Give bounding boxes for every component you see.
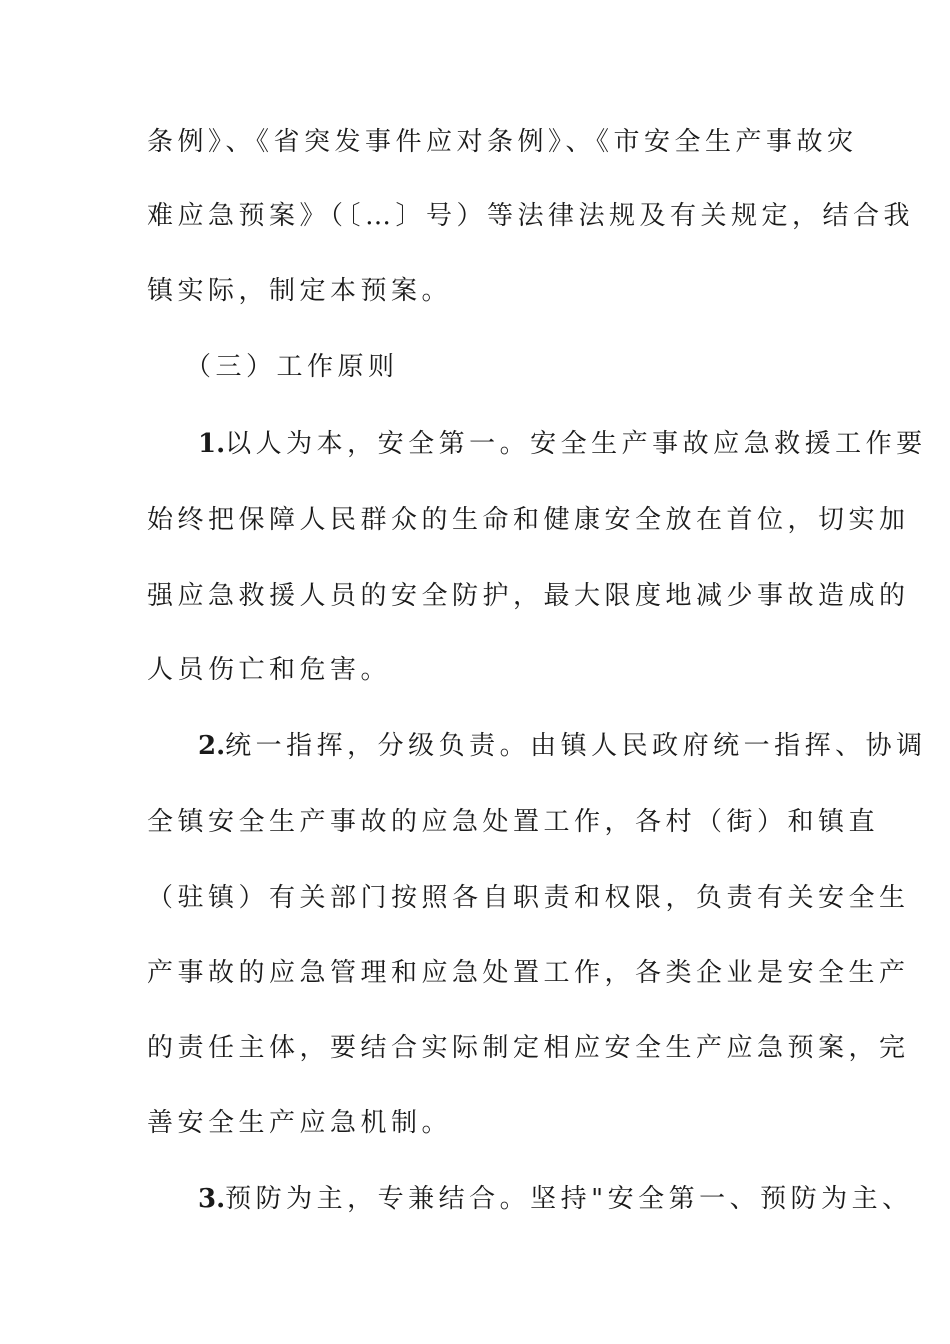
principle-3-first-line bbox=[198, 1181, 913, 1217]
paragraph-line: 人员伤亡和危害。 bbox=[147, 655, 392, 685]
paragraph-line: 始终把保障人民群众的生命和健康安全放在首位，切实加 bbox=[147, 505, 910, 535]
paragraph-line: 善安全生产应急机制。 bbox=[147, 1108, 453, 1138]
paragraph-line: 难应急预案》（〔…〕号）等法律法规及有关规定，结合我 bbox=[147, 201, 915, 231]
principle-1-first-line bbox=[198, 426, 927, 462]
paragraph-line: 全镇安全生产事故的应急处置工作，各村（街）和镇直 bbox=[147, 807, 880, 837]
principle-text: 预防为主，专兼结合。坚持"安全第一、预防为主、 bbox=[225, 1184, 913, 1214]
section-heading: （三）工作原则 bbox=[185, 352, 399, 382]
principle-text: 统一指挥，分级负责。由镇人民政府统一指挥、协调 bbox=[225, 731, 927, 761]
paragraph-line: 产事故的应急管理和应急处置工作，各类企业是安全生产 bbox=[147, 958, 910, 988]
paragraph-line: （驻镇）有关部门按照各自职责和权限，负责有关安全生 bbox=[147, 883, 910, 913]
paragraph-line: 的责任主体，要结合实际制定相应安全生产应急预案，完 bbox=[147, 1033, 910, 1063]
principle-number: 2. bbox=[198, 731, 226, 761]
paragraph-line: 强应急救援人员的安全防护，最大限度地减少事故造成的 bbox=[147, 581, 910, 611]
principle-number: 3. bbox=[198, 1184, 226, 1214]
principle-text: 以人为本，安全第一。安全生产事故应急救援工作要 bbox=[225, 429, 927, 459]
paragraph-line: 条例》、《省突发事件应对条例》、《市安全生产事故灾 bbox=[147, 127, 858, 157]
principle-number: 1. bbox=[198, 429, 226, 459]
principle-2-first-line bbox=[198, 728, 927, 764]
paragraph-line: 镇实际，制定本预案。 bbox=[147, 276, 453, 306]
